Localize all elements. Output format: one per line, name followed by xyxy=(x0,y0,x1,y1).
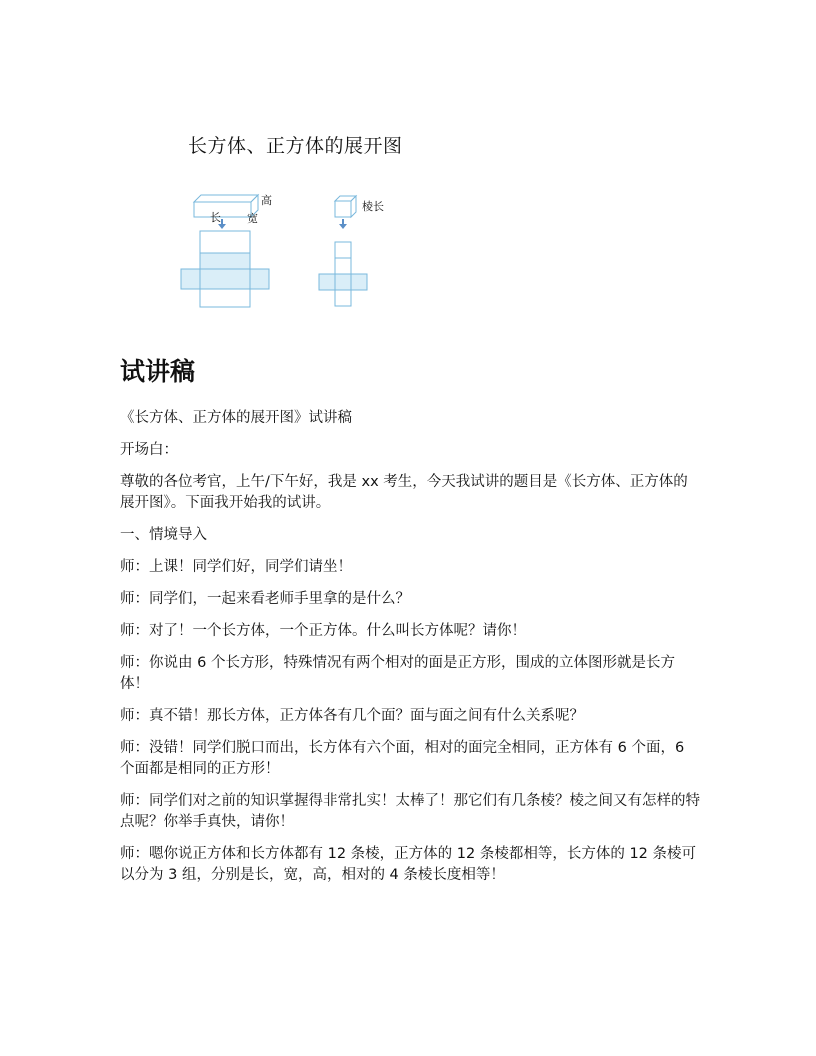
paragraph: 师：没错！同学们脱口而出，长方体有六个面，相对的面完全相同，正方体有 6 个面，6 个面都是相同的正方形！ xyxy=(120,740,685,777)
cube-arrow-icon xyxy=(339,219,347,229)
label-edge: 棱长 xyxy=(362,200,384,213)
nets-figure xyxy=(175,185,415,315)
cube-drawing xyxy=(335,196,356,217)
paragraph: 师：同学们，一起来看老师手里拿的是什么？ xyxy=(120,591,410,607)
paragraph: 师：同学们对之前的知识掌握得非常扎实！太棒了！那它们有几条棱？棱之间又有怎样的特点呢？你举手真快，请你！ xyxy=(120,793,700,830)
label-height: 高 xyxy=(261,194,272,207)
section-heading: 试讲稿 xyxy=(120,357,196,386)
cuboid-net xyxy=(181,231,269,307)
label-length: 长 xyxy=(210,211,221,224)
cube-net xyxy=(319,242,367,306)
paragraph: 师：对了！一个长方体，一个正方体。什么叫长方体呢？请你！ xyxy=(120,623,526,639)
figure-title: 长方体、正方体的展开图 xyxy=(188,135,403,157)
document-body xyxy=(120,408,700,897)
paragraph: 尊敬的各位考官，上午/下午好，我是 xx 考生，今天我试讲的题目是《长方体、正方体的展开图》。下面我开始我的试讲。 xyxy=(120,474,688,511)
doc-title-paragraph: 《长方体、正方体的展开图》试讲稿 xyxy=(120,410,352,426)
paragraph: 师：嗯你说正方体和长方体都有 12 条棱，正方体的 12 条棱都相等，长方体的 12 条棱可以分为 3 组，分别是长，宽，高，相对的 4 条棱长度相等！ xyxy=(120,846,697,883)
opening-label: 开场白： xyxy=(120,442,178,458)
paragraph: 师：上课！同学们好，同学们请坐！ xyxy=(120,559,352,575)
paragraph: 师：真不错！那长方体，正方体各有几个面？面与面之间有什么关系呢？ xyxy=(120,708,584,724)
paragraph: 师：你说由 6 个长方形，特殊情况有两个相对的面是正方形，围成的立体图形就是长方体！ xyxy=(120,655,675,692)
section-label: 一、情境导入 xyxy=(120,527,207,543)
label-width: 宽 xyxy=(247,212,258,225)
